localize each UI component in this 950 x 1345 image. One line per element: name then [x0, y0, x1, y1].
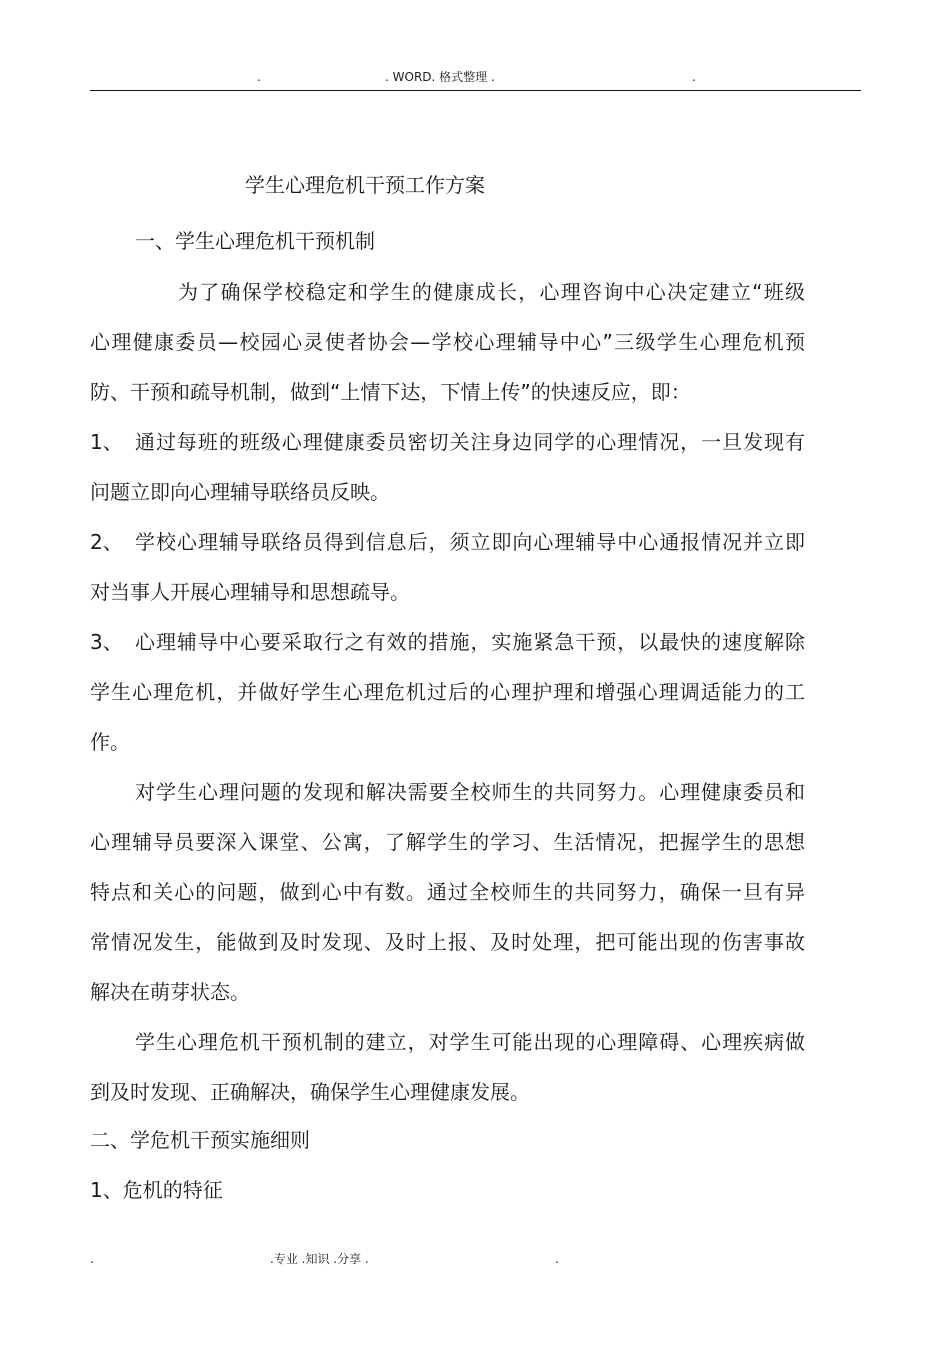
- paragraph-2-line-3: 特点和关心的问题，做到心中有数。通过全校师生的共同努力，确保一旦有异: [90, 880, 805, 904]
- item-3-number: 3、: [90, 630, 123, 654]
- item-3-line-1: 心理辅导中心要采取行之有效的措施，实施紧急干预，以最快的速度解除: [135, 630, 805, 654]
- section-2-subheading-1: 1、危机的特征: [90, 1178, 223, 1202]
- item-1-line-1: 通过每班的班级心理健康委员密切关注身边同学的心理情况，一旦发现有: [135, 430, 805, 454]
- item-2-number: 2、: [90, 530, 123, 554]
- header-left-mark: .: [257, 70, 261, 84]
- paragraph-1-line-3: 防、干预和疏导机制，做到“上情下达，下情上传”的快速反应，即：: [90, 380, 691, 404]
- page-footer: [0, 1252, 950, 1266]
- document-title: 学生心理危机干预工作方案: [245, 173, 485, 197]
- footer-left-mark: .: [90, 1252, 94, 1266]
- section-1-heading: 一、学生心理危机干预机制: [135, 229, 375, 253]
- paragraph-3-line-1: 学生心理危机干预机制的建立，对学生可能出现的心理障碍、心理疾病做: [135, 1030, 805, 1054]
- paragraph-2-line-2: 心理辅导员要深入课堂、公寓，了解学生的学习、生活情况，把握学生的思想: [90, 830, 805, 854]
- item-2-line-1: 学校心理辅导联络员得到信息后，须立即向心理辅导中心通报情况并立即: [135, 530, 805, 554]
- paragraph-2-line-1: 对学生心理问题的发现和解决需要全校师生的共同努力。心理健康委员和: [135, 780, 805, 804]
- item-2-line-2: 对当事人开展心理辅导和思想疏导。: [90, 580, 410, 604]
- page-header: [0, 70, 950, 84]
- paragraph-1-line-2: 心理健康委员—校园心灵使者协会—学校心理辅导中心”三级学生心理危机预: [90, 330, 805, 354]
- footer-center-text: .专业 .知识 .分享 .: [270, 1252, 369, 1266]
- paragraph-1-line-1: 为了确保学校稳定和学生的健康成长，心理咨询中心决定建立“班级: [178, 280, 805, 304]
- item-3-line-3: 作。: [90, 730, 130, 754]
- item-1-line-2: 问题立即向心理辅导联络员反映。: [90, 480, 390, 504]
- paragraph-2-line-4: 常情况发生，能做到及时发现、及时上报、及时处理，把可能出现的伤害事故: [90, 930, 805, 954]
- footer-right-mark: .: [555, 1252, 559, 1266]
- item-3-line-2: 学生心理危机，并做好学生心理危机过后的心理护理和增强心理调适能力的工: [90, 680, 805, 704]
- paragraph-3-line-2: 到及时发现、正确解决，确保学生心理健康发展。: [90, 1080, 530, 1104]
- header-center-text: . WORD. 格式整理 .: [385, 70, 495, 84]
- header-right-mark: .: [692, 70, 696, 84]
- header-rule: [90, 90, 861, 91]
- paragraph-2-line-5: 解决在萌芽状态。: [90, 980, 250, 1004]
- section-2-heading: 二、学危机干预实施细则: [90, 1128, 310, 1152]
- item-1-number: 1、: [90, 430, 123, 454]
